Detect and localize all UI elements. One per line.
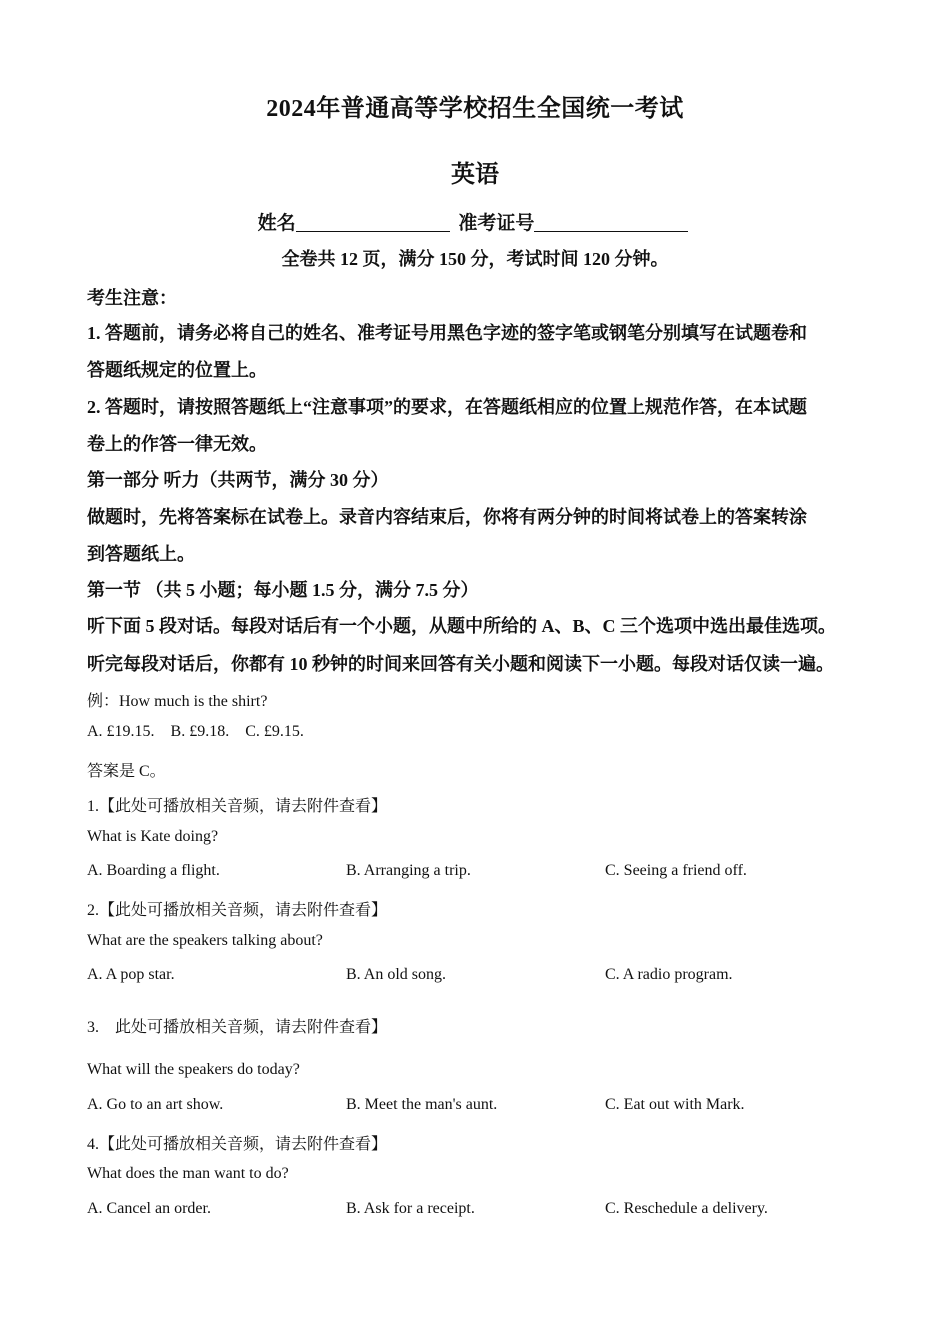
q3-option-a[interactable]: A. Go to an art show. xyxy=(87,1096,224,1113)
q1-option-b[interactable]: B. Arranging a trip. xyxy=(346,862,471,879)
q2-question: What are the speakers talking about? xyxy=(87,932,323,949)
example-question: 例：How much is the shirt? xyxy=(87,693,268,710)
name-label: 姓名 xyxy=(257,213,296,234)
name-id-bar xyxy=(0,208,950,235)
score-line: 全卷共 12 页，满分 150 分，考试时间 120 分钟。 xyxy=(281,249,669,269)
q4-option-b[interactable]: B. Ask for a receipt. xyxy=(346,1200,475,1217)
part1-instruction-line-2: 到答题纸上。 xyxy=(87,544,195,564)
id-label: 准考证号 xyxy=(458,213,535,234)
exam-title: 2024年普通高等学校招生全国统一考试 xyxy=(266,96,684,122)
q1-option-c[interactable]: C. Seeing a friend off. xyxy=(605,862,747,879)
notice-item-1-line-1: 1. 答题前，请务必将自己的姓名、准考证号用黑色字迹的签字笔或钢笔分别填写在试题卷和 xyxy=(87,323,807,343)
example-answer: 答案是 C。 xyxy=(87,763,166,780)
id-blank[interactable] xyxy=(534,211,688,232)
section1-instruction-line-1: 听下面 5 段对话。每段对话后有一个小题，从题中所给的 A、B、C 三个选项中选出最佳选项。 xyxy=(87,616,836,636)
q4-option-a[interactable]: A. Cancel an order. xyxy=(87,1200,211,1217)
q2-option-a[interactable]: A. A pop star. xyxy=(87,966,175,983)
q3-option-b[interactable]: B. Meet the man's aunt. xyxy=(346,1096,498,1113)
q1-audio-note[interactable]: 1.【此处可播放相关音频，请去附件查看】 xyxy=(87,798,388,815)
q3-question: What will the speakers do today? xyxy=(87,1061,300,1078)
notice-item-2-line-1: 2. 答题时，请按照答题纸上“注意事项”的要求，在答题纸相应的位置上规范作答，在本试题 xyxy=(87,397,807,417)
notice-item-1-line-2: 答题纸规定的位置上。 xyxy=(87,360,267,380)
q4-audio-note[interactable]: 4.【此处可播放相关音频，请去附件查看】 xyxy=(87,1136,388,1153)
section1-heading: 第一节 （共 5 小题；每小题 1.5 分，满分 7.5 分） xyxy=(87,580,479,600)
q1-question: What is Kate doing? xyxy=(87,828,219,845)
q4-option-c[interactable]: C. Reschedule a delivery. xyxy=(605,1200,768,1217)
q2-option-c[interactable]: C. A radio program. xyxy=(605,966,733,983)
q3-audio-note[interactable]: 3. 此处可播放相关音频，请去附件查看】 xyxy=(87,1019,388,1036)
part1-instruction-line-1: 做题时，先将答案标在试卷上。录音内容结束后，你将有两分钟的时间将试卷上的答案转涂 xyxy=(87,507,807,527)
name-blank[interactable] xyxy=(296,211,450,232)
example-options: A. £19.15. B. £9.18. C. £9.15. xyxy=(87,723,304,740)
notice-item-2-line-2: 卷上的作答一律无效。 xyxy=(87,434,267,454)
notice-heading: 考生注意： xyxy=(87,288,177,308)
subject-title: 英语 xyxy=(451,162,499,188)
q1-option-a[interactable]: A. Boarding a flight. xyxy=(87,862,220,879)
part1-heading: 第一部分 听力（共两节，满分 30 分） xyxy=(87,470,389,490)
q4-question: What does the man want to do? xyxy=(87,1165,289,1182)
section1-instruction-line-2: 听完每段对话后，你都有 10 秒钟的时间来回答有关小题和阅读下一小题。每段对话仅读一遍。 xyxy=(87,654,834,674)
q3-option-c[interactable]: C. Eat out with Mark. xyxy=(605,1096,745,1113)
q2-audio-note[interactable]: 2.【此处可播放相关音频，请去附件查看】 xyxy=(87,902,388,919)
q2-option-b[interactable]: B. An old song. xyxy=(346,966,447,983)
